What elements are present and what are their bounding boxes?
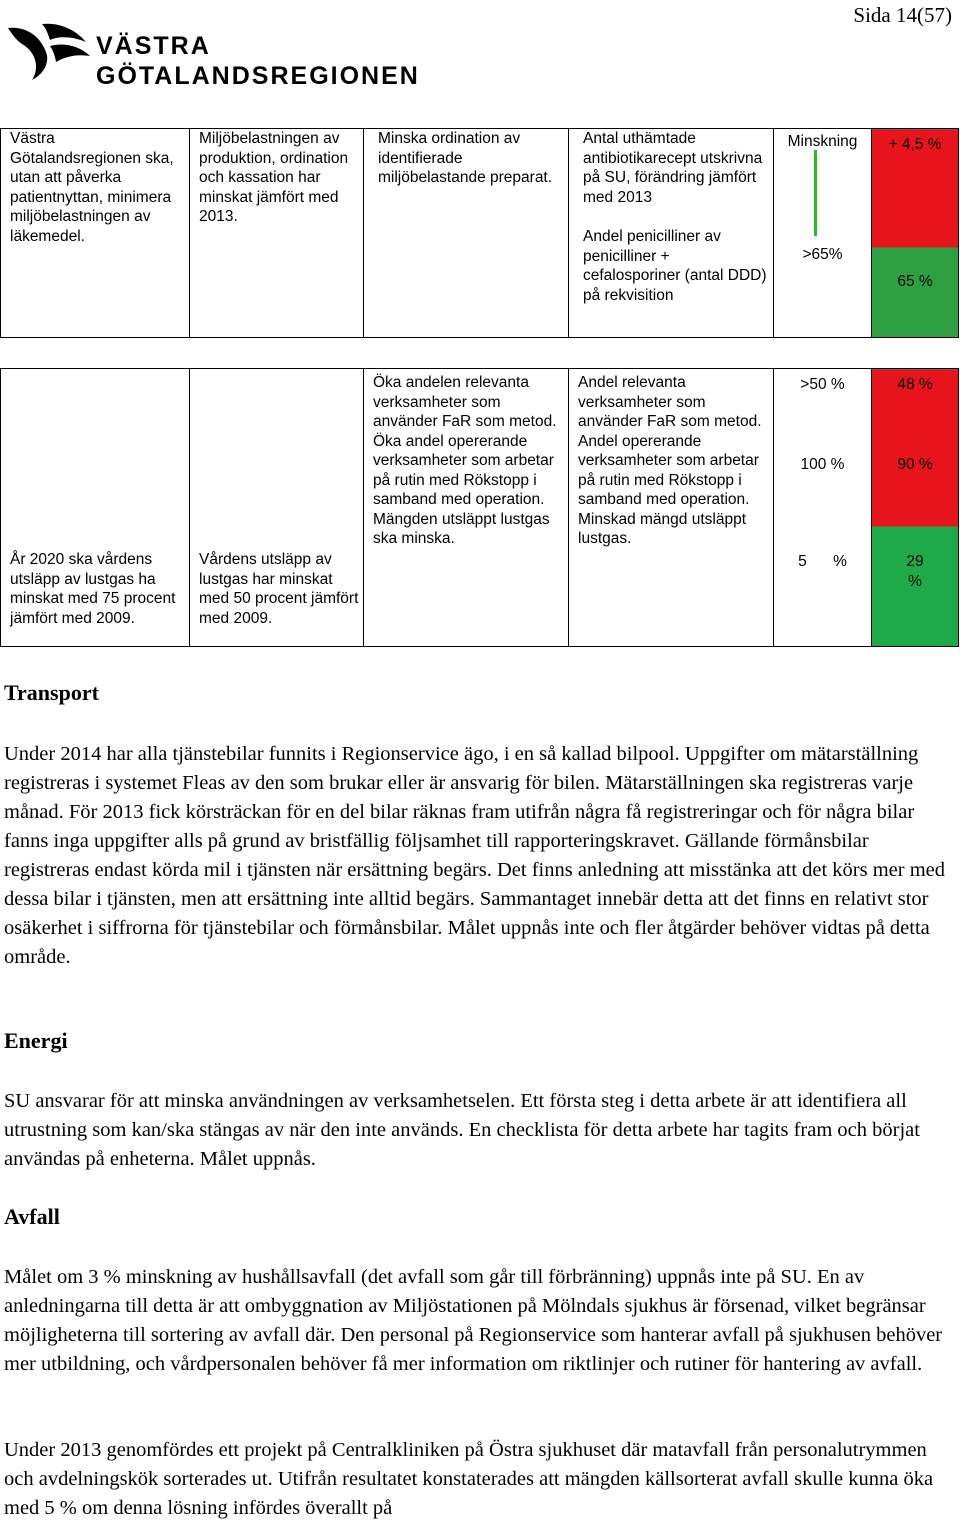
outcome-cell	[872, 129, 959, 338]
target-cell: Miljöbelastningen av produktion, ordination och kassation har minskat jämfört med 2013.	[190, 129, 364, 338]
indicator-item: Andel opererande verksamheter som arbetar på rutin med Rökstopp i samband med operation.	[578, 432, 759, 508]
target-value-cell	[774, 129, 872, 338]
nitrous-oxide-table	[0, 368, 959, 647]
target-value-1: Minskning	[787, 133, 858, 150]
logo	[6, 22, 420, 92]
measure-item: Öka andel opererande verksamheter som arbetar på rutin med Rökstopp i samband med operation.	[373, 432, 554, 508]
outcome-value: 29 %	[906, 553, 924, 590]
table-row	[1, 369, 959, 647]
page-number: Sida 14(57)	[853, 3, 952, 27]
section-heading-avfall: Avfall	[4, 1204, 60, 1229]
measure-item: Öka andelen relevanta verksamheter som använder FaR som metod.	[373, 374, 557, 430]
target-text: Vårdens utsläpp av lustgas har minskat med 50 procent jämfört med 2009.	[199, 551, 359, 627]
measure-item: Mängden utsläppt lustgas ska minska.	[373, 510, 550, 547]
outcome-value: 48 %	[897, 376, 933, 393]
section-heading-transport: Transport	[4, 680, 99, 705]
target-cell	[190, 369, 364, 647]
indicator-item: Andel relevanta verksamheter som använder FaR som metod.	[578, 374, 762, 430]
goal-text: År 2020 ska vårdens utsläpp av lustgas ha minskat med 75 procent jämfört med 2009.	[10, 551, 176, 627]
paragraph-transport: Under 2014 har alla tjänstebilar funnits i Regionservice ägo, i en så kallad bilpool. Uppgifter om mätarställning registreras i systemet Fleas av den som brukar eller är ansvarig för bilen. Mätarställningen ska registreras varje månad. För 2013 fick körsträckan för en del bilar räknas fram utifrån några få registreringar och för några bilar fanns inga uppgifter alls på grund av bristfällig följsamhet till rapporteringskravet. Gällande förmånsbilar registreras endast körda mil i tjänsten när ersättning begärs. Det finns anledning att misstänka att det körs mer med dessa bilar i tjänsten, men att ersättning inte alltid begärs. Sammantaget innebär detta att det finns en relativt stor osäkerhet i siffrorna för tjänstebilar och förmånsbilar. Målet uppnås inte och fler åtgärder behöver vidtas på detta område.	[4, 743, 946, 968]
outcome-value: 90 %	[897, 456, 933, 473]
target-value: >50 %	[800, 376, 845, 393]
section-heading-energi: Energi	[4, 1028, 68, 1053]
region-logo-icon	[6, 22, 92, 86]
target-value: 5 %	[798, 553, 847, 570]
decrease-indicator-bar	[814, 150, 817, 236]
measure-cell	[364, 369, 569, 647]
logo-line-1: VÄSTRA	[96, 32, 211, 60]
indicator-cell	[569, 369, 774, 647]
target-value-cell	[774, 369, 872, 647]
goal-cell	[1, 369, 190, 647]
goal-cell: Västra Götalandsregionen ska, utan att påverka patientnyttan, minimera miljöbelastningen av läkemedel.	[1, 129, 190, 338]
paragraph-avfall-2: Under 2013 genomfördes ett projekt på Centralkliniken på Östra sjukhuset där matavfall från personalutrymmen och avdelningskök sorterades ut. Utifrån resultatet konstaterades att mängden källsorterat avfall skulle kunna öka med 5 % om denna lösning infördes överallt på	[4, 1439, 934, 1519]
indicator-text: Andel penicilliner av penicilliner + cefalosporiner (antal DDD) på rekvisition	[583, 228, 767, 304]
outcome-1: + 4,5 %	[888, 136, 942, 153]
target-value-2: >65%	[802, 245, 843, 263]
paragraph-avfall-1: Målet om 3 % minskning av hushållsavfall (det avfall som går till förbränning) uppnås inte på SU. En av anledningarna till detta är att ombyggnation av Miljöstationen på Mölndals sjukhus är försenad, vilket begränsar möjligheterna till sortering av avfall där. Den personal på Regionservice som hanterar avfall på sjukhusen behöver mer utbildning, och vårdpersonalen behöver få mer information om riktlinjer och rutiner för hantering av avfall.	[4, 1266, 943, 1375]
outcome-2: 65 %	[897, 272, 933, 290]
logo-line-2: GÖTALANDSREGIONEN	[96, 62, 420, 90]
measure-cell: Minska ordination av identifierade miljöbelastande preparat.	[364, 129, 569, 338]
outcome-cell	[872, 369, 959, 647]
indicator-cell	[569, 129, 774, 338]
indicator-item: Minskad mängd utsläppt lustgas.	[578, 510, 747, 547]
paragraph-energi: SU ansvarar för att minska användningen av verksamhetselen. Ett första steg i detta arbete är att identifiera all utrustning som kan/ska stängas av när den inte används. En checklista för detta arbete har tagits fram och börjat användas på enheterna. Målet uppnås.	[4, 1090, 920, 1170]
indicator-text: Antal uthämtade antibiotikarecept utskrivna på SU, förändring jämfört med 2013	[583, 130, 763, 206]
target-value: 100 %	[800, 456, 845, 473]
